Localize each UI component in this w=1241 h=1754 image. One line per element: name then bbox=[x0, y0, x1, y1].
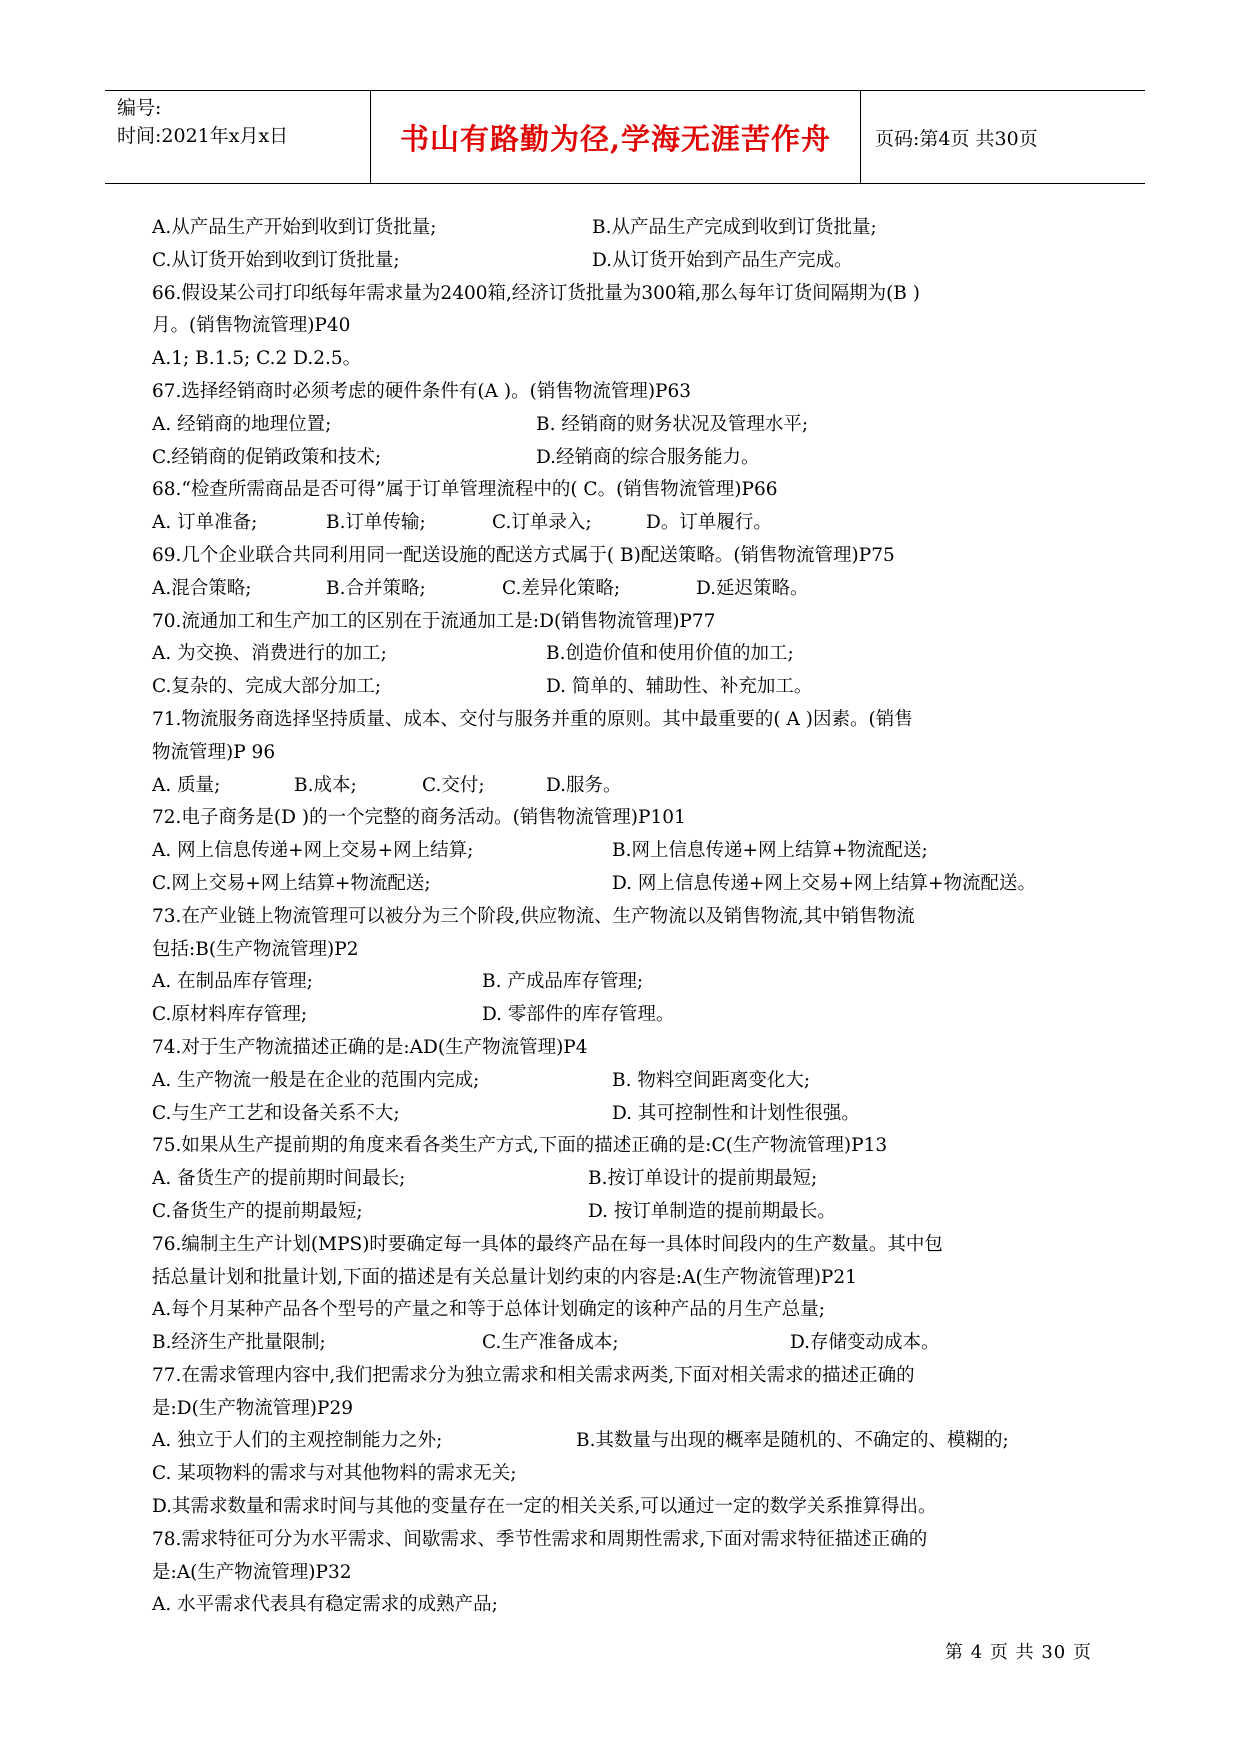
text-line: 物流管理)P 96 bbox=[152, 741, 276, 763]
option-text: B.从产品生产完成到收到订货批量; bbox=[592, 217, 877, 238]
text-line: 77.在需求管理内容中,我们把需求分为独立需求和相关需求两类,下面对相关需求的描述正确的 bbox=[152, 1364, 915, 1386]
option-text: A. 独立于人们的主观控制能力之外; bbox=[152, 1430, 443, 1452]
text-line: 72.电子商务是(D )的一个完整的商务活动。(销售物流管理)P101 bbox=[152, 807, 686, 829]
option-row bbox=[152, 1098, 1102, 1131]
option-text: B.按订单设计的提前期最短; bbox=[588, 1168, 818, 1190]
option-text: A. 生产物流一般是在企业的范围内完成; bbox=[152, 1069, 480, 1091]
text-line: 67.选择经销商时必须考虑的硬件条件有(A )。(销售物流管理)P63 bbox=[152, 380, 692, 402]
option-row bbox=[152, 770, 1102, 803]
option-text: D. 简单的、辅助性、补充加工。 bbox=[546, 676, 813, 698]
document-body bbox=[152, 212, 1102, 1622]
text-line: A. 水平需求代表具有稳定需求的成熟产品; bbox=[152, 1594, 498, 1616]
option-text: C.生产准备成本; bbox=[482, 1332, 619, 1354]
header-divider bbox=[860, 90, 861, 184]
option-text: B.其数量与出现的概率是随机的、不确定的、模糊的; bbox=[576, 1430, 1009, 1452]
option-row bbox=[152, 507, 1102, 540]
option-text: D.从订货开始到产品生产完成。 bbox=[592, 249, 853, 271]
text-line: 是:D(生产物流管理)P29 bbox=[152, 1397, 353, 1419]
serial-label: 编号: bbox=[117, 97, 162, 119]
text-line: A.1; B.1.5; C.2 D.2.5。 bbox=[152, 348, 362, 370]
option-row bbox=[152, 573, 1102, 606]
option-text: A. 在制品库存管理; bbox=[152, 971, 313, 993]
text-line: 73.在产业链上物流管理可以被分为三个阶段,供应物流、生产物流以及销售物流,其中销售物流 bbox=[152, 905, 915, 927]
text-line: 68.“检查所需商品是否可得”属于订单管理流程中的( C。(销售物流管理)P66 bbox=[152, 479, 778, 501]
time-label: 时间:2021年x月x日 bbox=[117, 125, 289, 147]
text-line: 74.对于生产物流描述正确的是:AD(生产物流管理)P4 bbox=[152, 1036, 588, 1058]
option-text: A. 质量; bbox=[152, 774, 221, 796]
option-text: C.复杂的、完成大部分加工; bbox=[152, 676, 382, 698]
option-row bbox=[152, 212, 1102, 245]
option-text: D. 网上信息传递+网上交易+网上结算+物流配送。 bbox=[612, 872, 1036, 894]
option-text: B.成本; bbox=[294, 774, 357, 796]
text-line: 71.物流服务商选择坚持质量、成本、交付与服务并重的原则。其中最重要的( A )因素。(销售 bbox=[152, 708, 913, 730]
option-text: C.网上交易+网上结算+物流配送; bbox=[152, 872, 431, 894]
option-text: C.交付; bbox=[422, 774, 485, 796]
option-text: B. 经销商的财务状况及管理水平; bbox=[536, 413, 809, 435]
option-row bbox=[152, 671, 1102, 704]
option-text: C.差异化策略; bbox=[502, 577, 621, 599]
option-text: A.从产品生产开始到收到订货批量; bbox=[152, 217, 437, 238]
option-text: A.混合策略; bbox=[152, 577, 252, 599]
option-text: C.经销商的促销政策和技术; bbox=[152, 446, 382, 468]
option-row bbox=[152, 966, 1102, 999]
text-line: 70.流通加工和生产加工的区别在于流通加工是:D(销售物流管理)P77 bbox=[152, 610, 716, 632]
option-text: B.创造价值和使用价值的加工; bbox=[546, 643, 794, 665]
option-text: A. 网上信息传递+网上交易+网上结算; bbox=[152, 840, 474, 862]
text-line: A.每个月某种产品各个型号的产量之和等于总体计划确定的该种产品的月生产总量; bbox=[152, 1299, 825, 1321]
text-line: C. 某项物料的需求与对其他物料的需求无关; bbox=[152, 1463, 517, 1485]
option-row bbox=[152, 409, 1102, 442]
option-text: B.订单传输; bbox=[326, 512, 426, 534]
option-text: B.合并策略; bbox=[326, 577, 426, 599]
option-row bbox=[152, 1196, 1102, 1229]
option-text: B.经济生产批量限制; bbox=[152, 1332, 326, 1354]
text-line: 是:A(生产物流管理)P32 bbox=[152, 1561, 352, 1583]
option-text: D.服务。 bbox=[546, 774, 622, 796]
text-line: 月。(销售物流管理)P40 bbox=[152, 315, 351, 337]
option-text: B. 物料空间距离变化大; bbox=[612, 1069, 811, 1091]
option-text: A. 经销商的地理位置; bbox=[152, 413, 332, 435]
option-text: D. 按订单制造的提前期最长。 bbox=[588, 1200, 836, 1222]
option-text: A. 备货生产的提前期时间最长; bbox=[152, 1168, 406, 1190]
header-page-info: 页码:第4页 共30页 bbox=[875, 127, 1038, 150]
text-line: 66.假设某公司打印纸每年需求量为2400箱,经济订货批量为300箱,那么每年订货间隔期为(B ) bbox=[152, 282, 920, 304]
text-line: 69.几个企业联合共同利用同一配送设施的配送方式属于( B)配送策略。(销售物流管理)P75 bbox=[152, 544, 895, 566]
option-row bbox=[152, 1065, 1102, 1098]
option-text: C.与生产工艺和设备关系不大; bbox=[152, 1102, 400, 1124]
option-row bbox=[152, 1425, 1102, 1458]
page-footer: 第 4 页 共 30 页 bbox=[945, 1642, 1092, 1663]
option-text: A. 订单准备; bbox=[152, 512, 258, 534]
option-row bbox=[152, 245, 1102, 278]
option-row bbox=[152, 868, 1102, 901]
option-text: C.备货生产的提前期最短; bbox=[152, 1200, 363, 1222]
option-text: C.原材料库存管理; bbox=[152, 1004, 308, 1026]
text-line: 78.需求特征可分为水平需求、间歇需求、季节性需求和周期性需求,下面对需求特征描述正确的 bbox=[152, 1528, 928, 1550]
option-text: D.经销商的综合服务能力。 bbox=[536, 446, 760, 468]
option-text: B. 产成品库存管理; bbox=[482, 971, 644, 993]
option-text: A. 为交换、消费进行的加工; bbox=[152, 643, 387, 665]
option-row bbox=[152, 1327, 1102, 1360]
option-text: D. 零部件的库存管理。 bbox=[482, 1004, 675, 1026]
option-text: D. 其可控制性和计划性很强。 bbox=[612, 1102, 860, 1124]
option-row bbox=[152, 835, 1102, 868]
text-line: 75.如果从生产提前期的角度来看各类生产方式,下面的描述正确的是:C(生产物流管理)P13 bbox=[152, 1135, 888, 1157]
option-row bbox=[152, 1163, 1102, 1196]
text-line: D.其需求数量和需求时间与其他的变量存在一定的相关关系,可以通过一定的数学关系推算得出。 bbox=[152, 1496, 937, 1518]
text-line: 76.编制主生产计划(MPS)时要确定每一具体的最终产品在每一具体时间段内的生产数量。其中包 bbox=[152, 1233, 943, 1255]
option-text: B.网上信息传递+网上结算+物流配送; bbox=[612, 840, 928, 862]
header-left-cell bbox=[117, 94, 288, 150]
text-line: 括总量计划和批量计划,下面的描述是有关总量计划约束的内容是:A(生产物流管理)P21 bbox=[152, 1266, 857, 1288]
option-row bbox=[152, 442, 1102, 475]
option-row bbox=[152, 638, 1102, 671]
text-line: 包括:B(生产物流管理)P2 bbox=[152, 938, 359, 960]
page-header bbox=[105, 90, 1145, 184]
option-text: D.存储变动成本。 bbox=[790, 1332, 940, 1354]
option-row bbox=[152, 999, 1102, 1032]
option-text: C.从订货开始到收到订货批量; bbox=[152, 249, 400, 271]
option-text: D.延迟策略。 bbox=[696, 577, 809, 599]
option-text: C.订单录入; bbox=[492, 512, 592, 534]
header-motto: 书山有路勤为径,学海无涯苦作舟 bbox=[399, 121, 832, 156]
option-text: D。订单履行。 bbox=[646, 512, 772, 534]
